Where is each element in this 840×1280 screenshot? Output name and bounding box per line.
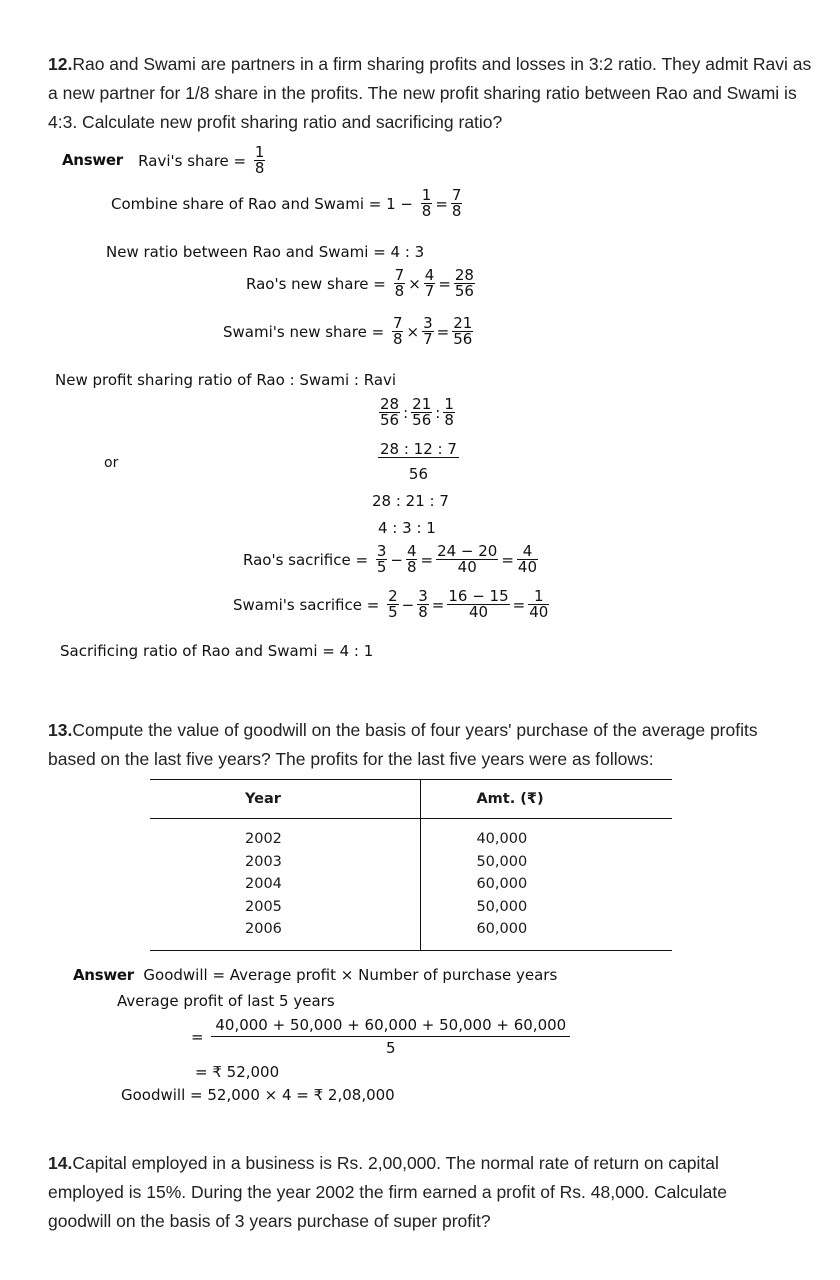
new-ratio-line: New ratio between Rao and Swami = 4 : 3: [106, 243, 425, 261]
or-label: or: [104, 455, 119, 471]
goodwill-formula: Goodwill = Average profit × Number of purchase years: [143, 966, 558, 984]
table-row: 2006 60,000: [150, 918, 672, 950]
ratio-line-simplified: 4 : 3 : 1: [378, 519, 436, 537]
question-text: Rao and Swami are partners in a firm sharing profits and losses in 3:2 ratio. They admit Ravi as a new partner for 1/8 share in the profits. The new profit sharing ratio between Rao and Swami is 4:3. Calculate new profit sharing ratio and sacrificing ratio?: [48, 54, 812, 132]
new-profit-sharing-label: New profit sharing ratio of Rao : Swami : Ravi: [55, 371, 397, 389]
ravi-share-line: [62, 145, 267, 176]
table-header-row: [150, 780, 672, 819]
question-number: 14.: [48, 1153, 73, 1173]
ravi-share-label: Ravi's share =: [138, 151, 247, 170]
swami-new-share-line: Swami's new share = $\frac{7}{8}$ × $\frac{3}{7}$ = $\frac{21}{56}$: [223, 314, 473, 348]
question-text: Compute the value of goodwill on the basis of four years' purchase of the average profits based on the last five years? The profits for the last five years were as follows:: [48, 720, 758, 769]
amount-header: Amt. (₹): [421, 780, 672, 819]
new-profit-sharing-fractions: $\frac{28}{56}$ : $\frac{21}{56}$ : $\frac{1}{8}$: [380, 395, 454, 429]
average-profit-result: = ₹ 52,000: [195, 1063, 280, 1081]
fraction: $\frac{1}{8}$: [421, 186, 432, 220]
year-header: Year: [150, 780, 421, 819]
new-profit-sharing-combined: $\frac{28 : 12 : 7}{56}$: [380, 440, 457, 483]
table-row: 2005 50,000: [150, 896, 672, 919]
question-number: 12.: [48, 54, 73, 74]
answer-label: Answer: [73, 966, 134, 984]
fraction: $\frac{7}{8}$: [451, 186, 462, 220]
table-row: 2003 50,000: [150, 851, 672, 874]
sacrificing-ratio-line: Sacrificing ratio of Rao and Swami = 4 : 1: [60, 642, 374, 660]
goodwill-result-line: Goodwill = 52,000 × 4 = ₹ 2,08,000: [121, 1086, 395, 1104]
fraction: $\frac{1}{8}$: [254, 143, 265, 177]
goodwill-formula-line: [73, 966, 557, 984]
swami-sacrifice-line: Swami's sacrifice = $\frac{2}{5}$ − $\frac{3}{8}$ = $\frac{16 - 15}{40}$ = $\frac{1}{40}$: [233, 587, 549, 621]
question-14: [48, 1149, 788, 1236]
average-profit-label: Average profit of last 5 years: [117, 992, 335, 1010]
question-number: 13.: [48, 720, 73, 740]
answer-label: Answer: [62, 151, 123, 169]
profits-table: [150, 779, 672, 951]
combine-share-line: Combine share of Rao and Swami = 1 − $\frac{1}{8}$ = $\frac{7}{8}$: [111, 186, 462, 220]
question-text: Capital employed in a business is Rs. 2,00,000. The normal rate of return on capital employed is 15%. During the year 2002 the firm earned a profit of Rs. 48,000. Calculate goodwill on the basis of 3 years purchase of super profit?: [48, 1153, 727, 1231]
question-13: [48, 716, 808, 774]
rao-new-share-line: Rao's new share = $\frac{7}{8}$ × $\frac{4}{7}$ = $\frac{28}{56}$: [246, 266, 474, 300]
rao-sacrifice-line: Rao's sacrifice = $\frac{3}{5}$ − $\frac{4}{8}$ = $\frac{24 - 20}{40}$ = $\frac{4}{40}$: [243, 542, 538, 576]
ratio-line: 28 : 21 : 7: [372, 492, 449, 510]
average-profit-calculation: = $\frac{40,000 + 50,000 + 60,000 + 50,000 + 60,000}{5}$: [190, 1014, 572, 1059]
table-row: 2002 40,000: [150, 819, 672, 851]
table-row: 2004 60,000: [150, 873, 672, 896]
question-12: [48, 50, 818, 137]
